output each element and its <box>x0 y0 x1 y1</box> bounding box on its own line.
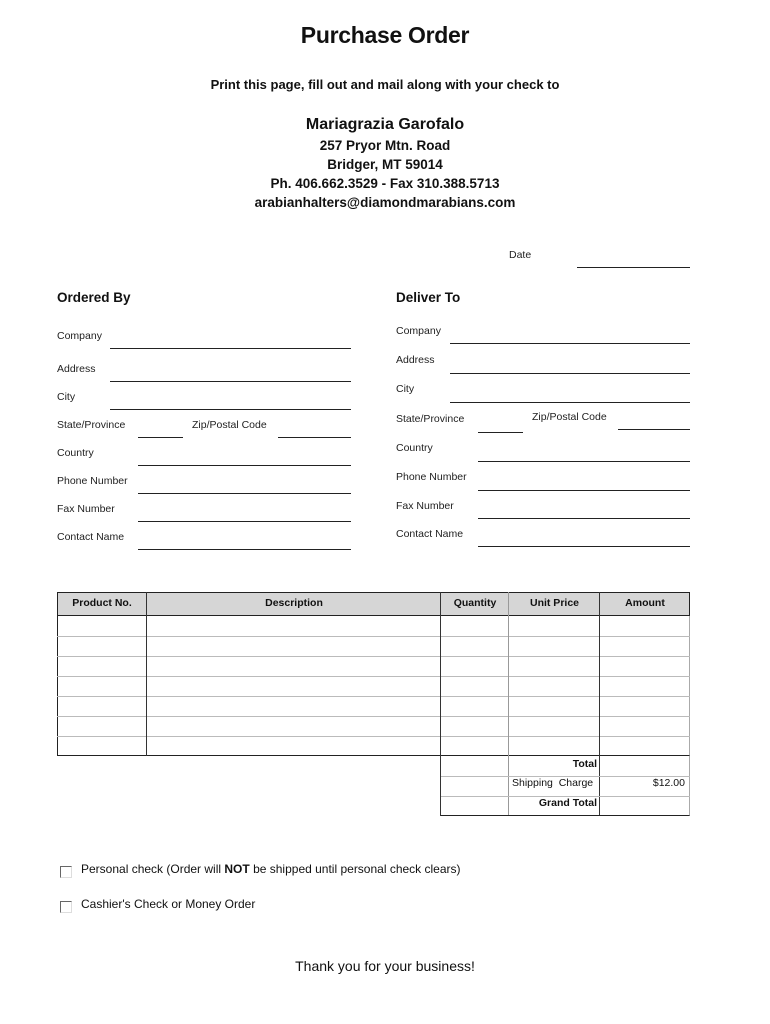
ordered-by-address-label: Address <box>57 363 96 375</box>
deliver-to-fax-label: Fax Number <box>396 500 454 512</box>
seller-address-line1: 257 Pryor Mtn. Road <box>319 138 451 153</box>
shipping-charge-value: $12.00 <box>652 777 685 789</box>
seller-email: arabianhalters@diamondmarabians.com <box>254 195 516 210</box>
deliver-to-contact-label: Contact Name <box>396 528 464 540</box>
ordered-by-country-label: Country <box>57 447 94 459</box>
table-row <box>57 736 690 737</box>
seller-address-line2: Bridger, MT 59014 <box>327 157 443 172</box>
total-label: Total <box>572 758 597 770</box>
deliver-to-zip-field[interactable] <box>618 429 690 430</box>
mail-instructions: Print this page, fill out and mail along with your check to <box>210 77 560 92</box>
personal-check-checkbox[interactable] <box>60 866 72 878</box>
grand-total-label: Grand Total <box>538 797 597 809</box>
deliver-to-company-field[interactable] <box>450 343 690 344</box>
seller-name: Mariagrazia Garofalo <box>305 116 465 133</box>
deliver-to-address-field[interactable] <box>450 373 690 374</box>
ordered-by-heading: Ordered By <box>57 290 131 305</box>
personal-check-emphasis: NOT <box>224 862 250 876</box>
ordered-by-city-field[interactable] <box>110 409 351 410</box>
personal-check-option <box>81 862 461 876</box>
table-row <box>57 696 690 697</box>
col-amount: Amount <box>625 597 665 609</box>
ordered-by-city-label: City <box>57 391 76 403</box>
personal-check-text: Personal check (Order will <box>81 862 225 876</box>
date-field[interactable] <box>577 267 690 268</box>
ordered-by-contact-field[interactable] <box>138 549 351 550</box>
shipping-charge-label: Shipping Charge <box>512 777 594 789</box>
ordered-by-fax-label: Fax Number <box>57 503 115 515</box>
ordered-by-address-field[interactable] <box>110 381 351 382</box>
deliver-to-contact-field[interactable] <box>478 546 690 547</box>
ordered-by-contact-label: Contact Name <box>57 531 125 543</box>
thank-you-footer: Thank you for your business! <box>295 958 475 974</box>
ordered-by-company-label: Company <box>57 330 102 342</box>
table-row <box>57 636 690 637</box>
ordered-by-company-field[interactable] <box>110 348 351 349</box>
column-divider <box>146 592 147 756</box>
deliver-to-state-field[interactable] <box>478 432 523 433</box>
ordered-by-zip-label: Zip/Postal Code <box>192 419 267 431</box>
ordered-by-country-field[interactable] <box>138 465 351 466</box>
deliver-to-phone-label: Phone Number <box>396 471 467 483</box>
table-row <box>57 656 690 657</box>
col-description: Description <box>265 597 323 609</box>
personal-check-text-end: be shipped until personal check clears) <box>249 862 461 876</box>
deliver-to-state-label: State/Province <box>396 413 465 425</box>
col-product-no: Product No. <box>72 597 132 609</box>
ordered-by-state-field[interactable] <box>138 437 183 438</box>
table-body <box>57 616 690 756</box>
deliver-to-address-label: Address <box>396 354 435 366</box>
table-row <box>57 676 690 677</box>
deliver-to-country-field[interactable] <box>478 461 690 462</box>
ordered-by-state-label: State/Province <box>57 419 126 431</box>
ordered-by-fax-field[interactable] <box>138 521 351 522</box>
date-label: Date <box>509 249 532 261</box>
deliver-to-phone-field[interactable] <box>478 490 690 491</box>
deliver-to-company-label: Company <box>396 325 441 337</box>
deliver-to-fax-field[interactable] <box>478 518 690 519</box>
deliver-to-heading: Deliver To <box>396 290 461 305</box>
cashiers-check-option: Cashier's Check or Money Order <box>81 897 256 911</box>
deliver-to-city-field[interactable] <box>450 402 690 403</box>
deliver-to-city-label: City <box>396 383 415 395</box>
page-title: Purchase Order <box>300 22 470 48</box>
deliver-to-zip-label: Zip/Postal Code <box>532 411 607 423</box>
ordered-by-phone-field[interactable] <box>138 493 351 494</box>
table-row <box>57 716 690 717</box>
col-quantity: Quantity <box>453 597 497 609</box>
ordered-by-phone-label: Phone Number <box>57 475 128 487</box>
cashiers-check-checkbox[interactable] <box>60 901 72 913</box>
ordered-by-zip-field[interactable] <box>278 437 351 438</box>
seller-phone-fax: Ph. 406.662.3529 - Fax 310.388.5713 <box>270 176 500 191</box>
col-unit-price: Unit Price <box>529 597 579 609</box>
deliver-to-country-label: Country <box>396 442 433 454</box>
